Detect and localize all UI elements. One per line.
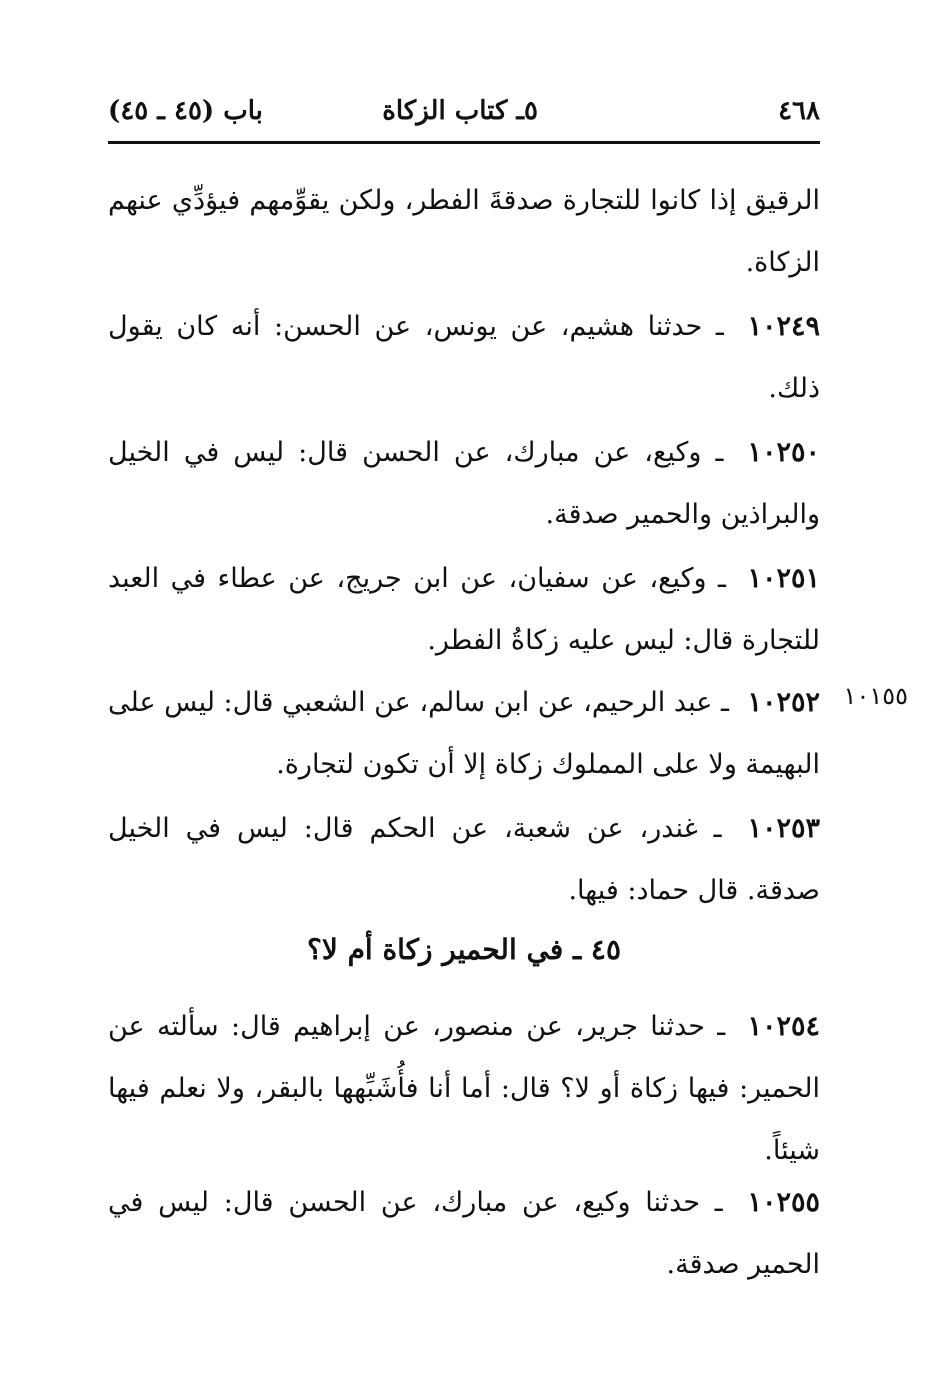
hadith-number: ١٠٢٥٣: [747, 813, 820, 844]
hadith-number: ١٠٢٥٠: [747, 437, 820, 468]
hadith-text: ـ حدثنا جرير، عن منصور، عن إبراهيم قال: سألته عن الحمير: فيها زكاة أو لا؟ قال: أما أنا فأُشَبِّهها بالبقر، ولا نعلم فيها شيئاً.: [108, 1011, 820, 1166]
margin-reference-number: ١٠١٥٥: [843, 682, 908, 710]
book-title: ٥ـ كتاب الزكاة: [382, 96, 538, 126]
hadith-text: ـ غندر، عن شعبة، عن الحكم قال: ليس في الخيل صدقة. قال حماد: فيها.: [108, 813, 820, 906]
paragraph-text: الرقيق إذا كانوا للتجارة صدقةَ الفطر، ولكن يقوِّمهم فيؤدِّي عنهم الزكاة.: [108, 185, 820, 278]
hadith-number: ١٠٢٥٥: [747, 1187, 820, 1218]
page-number: ٤٦٨: [778, 96, 820, 126]
hadith-10252: [108, 672, 820, 796]
hadith-number: ١٠٢٥٢: [747, 687, 820, 718]
hadith-text: ـ عبد الرحيم، عن ابن سالم، عن الشعبي قال: ليس على البهيمة ولا على المملوك زكاة إلا أن تكون لتجارة.: [108, 687, 820, 780]
hadith-10251: [108, 548, 820, 672]
hadith-10255: [108, 1172, 820, 1296]
hadith-10250: [108, 422, 820, 546]
hadith-number: ١٠٢٥١: [747, 563, 820, 594]
hadith-10254: [108, 996, 820, 1182]
hadith-text: ـ حدثنا وكيع، عن مبارك، عن الحسن قال: ليس في الحمير صدقة.: [108, 1187, 820, 1280]
hadith-10249: [108, 296, 820, 420]
hadith-10253: [108, 798, 820, 922]
hadith-text: ـ وكيع، عن مبارك، عن الحسن قال: ليس في الخيل والبراذين والحمير صدقة.: [108, 437, 820, 530]
running-header: [108, 92, 820, 138]
hadith-number: ١٠٢٤٩: [747, 311, 820, 342]
header-rule: [108, 141, 820, 144]
hadith-text: ـ وكيع، عن سفيان، عن ابن جريج، عن عطاء في العبد للتجارة قال: ليس عليه زكاةُ الفطر.: [108, 563, 820, 656]
hadith-text: ـ حدثنا هشيم، عن يونس، عن الحسن: أنه كان يقول ذلك.: [108, 311, 820, 404]
chapter-range: باب (٤٥ ـ ٤٥): [108, 96, 263, 126]
paragraph-continuation: [108, 170, 820, 294]
hadith-number: ١٠٢٥٤: [747, 1011, 820, 1042]
section-heading: ٤٥ ـ في الحمير زكاة أم لا؟: [307, 933, 621, 966]
